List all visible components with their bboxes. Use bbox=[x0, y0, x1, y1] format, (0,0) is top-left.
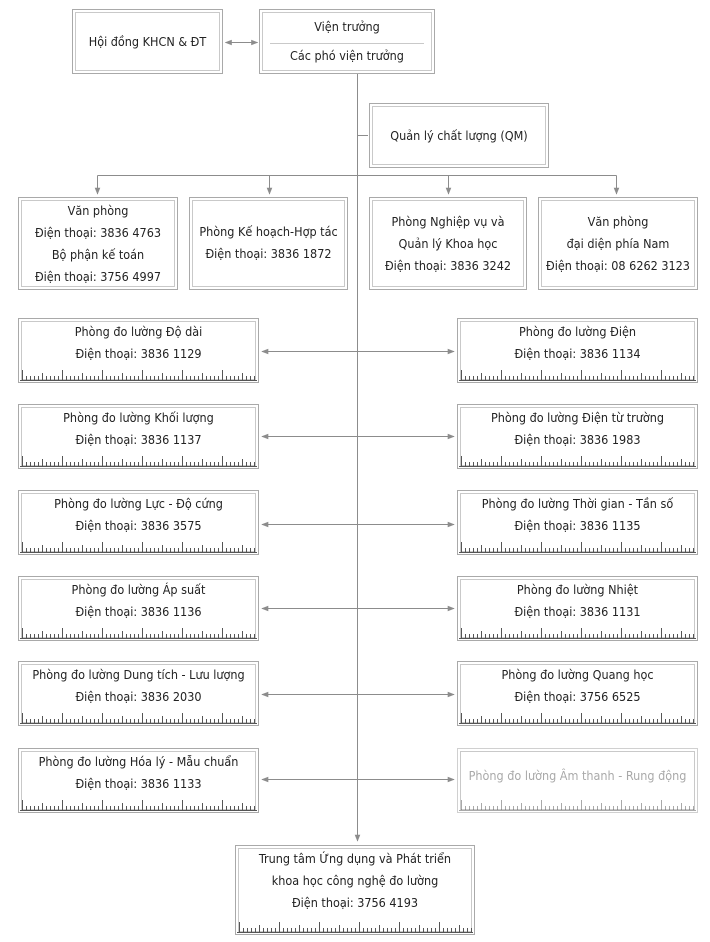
lab-phone: Điện thoại: 3836 1136 bbox=[75, 604, 202, 619]
lab-name: Phòng đo lường Thời gian - Tần số bbox=[481, 496, 674, 511]
office-line: Phòng Nghiệp vụ và bbox=[391, 214, 505, 229]
director-box bbox=[259, 9, 435, 74]
lab-box-electric bbox=[457, 318, 698, 383]
qm-box bbox=[369, 103, 549, 168]
ruler-scale bbox=[237, 920, 473, 933]
council-box bbox=[72, 9, 223, 74]
lab-box-electromagnetic bbox=[457, 404, 698, 469]
office-line: Điện thoại: 3836 1872 bbox=[205, 246, 332, 261]
lab-box-optics bbox=[457, 661, 698, 726]
office-box-south bbox=[538, 197, 698, 290]
lab-box-chemistry bbox=[18, 748, 259, 813]
office-line: đại diện phía Nam bbox=[566, 236, 670, 251]
lab-phone: Điện thoại: 3836 1133 bbox=[75, 776, 202, 791]
lab-name: Phòng đo lường Nhiệt bbox=[516, 582, 639, 597]
lab-name: Phòng đo lường Quang học bbox=[501, 667, 654, 682]
ruler-scale bbox=[459, 540, 696, 553]
lab-phone: Điện thoại: 3836 1983 bbox=[514, 432, 641, 447]
director-label: Viện trưởng bbox=[314, 19, 380, 34]
office-box-science bbox=[369, 197, 527, 290]
lab-phone: Điện thoại: 3756 6525 bbox=[514, 689, 641, 704]
office-line: Điện thoại: 3756 4997 bbox=[34, 269, 162, 284]
office-line: Phòng Kế hoạch-Hợp tác bbox=[199, 224, 338, 239]
ruler-scale bbox=[459, 368, 696, 381]
office-box-planning bbox=[189, 197, 348, 290]
lab-box-temperature bbox=[457, 576, 698, 641]
council-label: Hội đồng KHCN & ĐT bbox=[88, 34, 207, 49]
center-line: Trung tâm Ứng dụng và Phát triển bbox=[258, 851, 452, 866]
lab-box-time-frequency bbox=[457, 490, 698, 555]
lab-phone: Điện thoại: 3836 1129 bbox=[75, 346, 202, 361]
ruler-scale bbox=[20, 798, 257, 811]
ruler-scale bbox=[20, 368, 257, 381]
ruler-scale bbox=[459, 711, 696, 724]
lab-name: Phòng đo lường Lực - Độ cứng bbox=[54, 496, 223, 511]
office-line: Văn phòng bbox=[587, 214, 649, 229]
lab-box-force bbox=[18, 490, 259, 555]
ruler-scale bbox=[20, 711, 257, 724]
lab-name: Phòng đo lường Khối lượng bbox=[63, 410, 214, 425]
lab-name: Phòng đo lường Áp suất bbox=[71, 582, 206, 597]
ruler-scale bbox=[20, 540, 257, 553]
lab-name: Phòng đo lường Âm thanh - Rung động bbox=[468, 768, 687, 783]
lab-box-volume bbox=[18, 661, 259, 726]
lab-box-length bbox=[18, 318, 259, 383]
lab-name: Phòng đo lường Dung tích - Lưu lượng bbox=[32, 667, 245, 682]
ruler-scale bbox=[459, 626, 696, 639]
lab-name: Phòng đo lường Độ dài bbox=[74, 324, 203, 339]
qm-label: Quản lý chất lượng (QM) bbox=[390, 128, 528, 143]
office-line: Điện thoại: 3836 4763 bbox=[34, 225, 162, 240]
office-box-admin bbox=[18, 197, 178, 290]
ruler-scale bbox=[20, 454, 257, 467]
center-box bbox=[235, 845, 475, 935]
office-line: Văn phòng bbox=[67, 203, 129, 218]
lab-phone: Điện thoại: 3836 2030 bbox=[75, 689, 202, 704]
center-line: Điện thoại: 3756 4193 bbox=[291, 895, 419, 910]
ruler-scale bbox=[459, 454, 696, 467]
lab-phone: Điện thoại: 3836 1131 bbox=[514, 604, 641, 619]
office-line: Điện thoại: 3836 3242 bbox=[384, 258, 512, 273]
lab-phone: Điện thoại: 3836 1134 bbox=[514, 346, 641, 361]
lab-box-acoustics bbox=[457, 748, 698, 813]
lab-box-mass bbox=[18, 404, 259, 469]
lab-name: Phòng đo lường Điện bbox=[518, 324, 637, 339]
deputies-label: Các phó viện trưởng bbox=[290, 48, 404, 63]
office-line: Quản lý Khoa học bbox=[398, 236, 498, 251]
ruler-scale bbox=[459, 798, 696, 811]
office-line: Điện thoại: 08 6262 3123 bbox=[546, 258, 690, 273]
lab-box-pressure bbox=[18, 576, 259, 641]
ruler-scale bbox=[20, 626, 257, 639]
director-divider bbox=[270, 43, 424, 44]
lab-phone: Điện thoại: 3836 1135 bbox=[514, 518, 641, 533]
lab-name: Phòng đo lường Điện từ trường bbox=[490, 410, 665, 425]
lab-phone: Điện thoại: 3836 3575 bbox=[75, 518, 202, 533]
center-line: khoa học công nghệ đo lường bbox=[271, 873, 439, 888]
lab-name: Phòng đo lường Hóa lý - Mẫu chuẩn bbox=[38, 754, 239, 769]
lab-phone: Điện thoại: 3836 1137 bbox=[75, 432, 202, 447]
office-line: Bộ phận kế toán bbox=[51, 247, 145, 262]
